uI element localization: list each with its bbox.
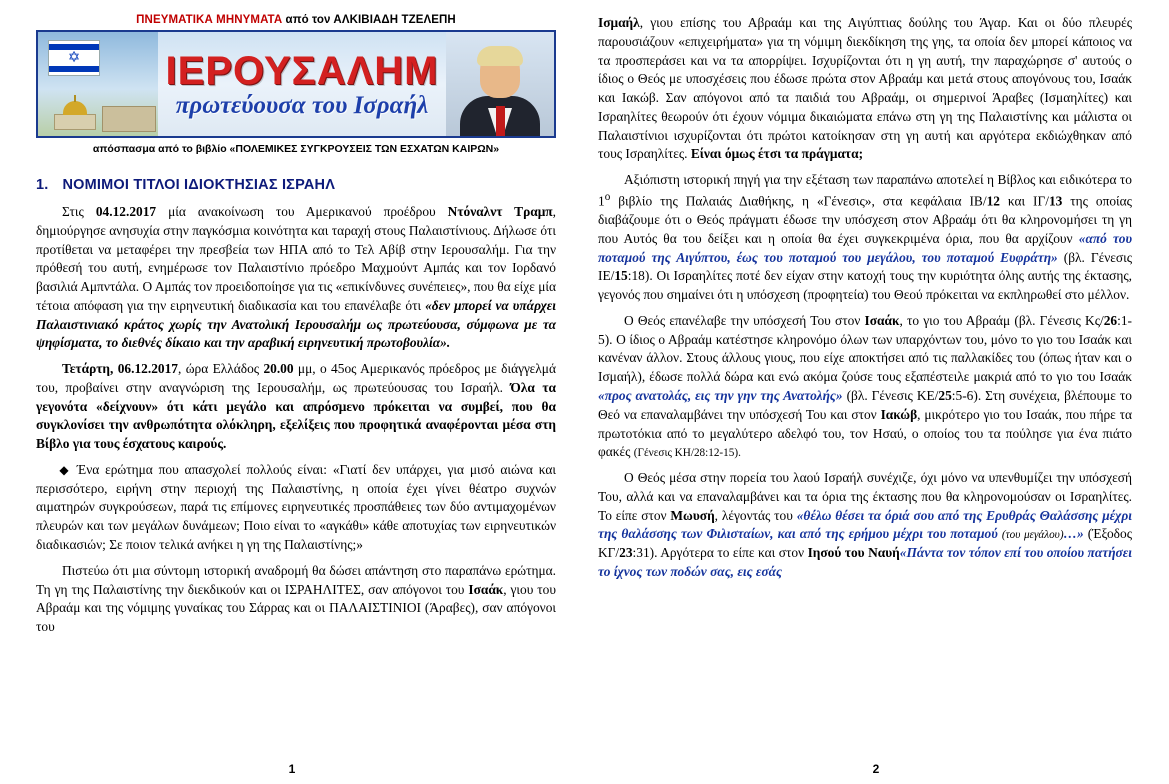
p4-text-c: , γιου του Αβραάμ και της νόμιμης γυναίκας του Σάρρας και οι ΠΑΛΑΙΣΤΙΝΙΟΙ (Άραβες), σαν απόγονοι του [36,581,556,635]
page-number-left: 1 [288,762,296,776]
p8-quote-small: (του μεγάλου) [1001,529,1064,542]
israel-flag-icon: ✡ [48,40,100,76]
section-heading [36,177,556,193]
p8-name-joshua: Ιησού του Ναυή [807,545,900,561]
section-number: 1. [36,177,49,193]
masthead-banner [36,30,556,138]
banner-photo-portrait [446,32,554,136]
p6-text-a: Αξιόπιστη ιστορική πηγή για την εξέταση των παραπάνω αποτελεί η Βίβλος και ειδικότερα το 1 [598,172,1132,209]
p1-date: 04.12.2017 [95,204,157,219]
paragraph-1 [36,203,556,353]
paragraph-5 [598,14,1132,164]
p8-text-a: Ο Θεός μέσα στην πορεία του λαού Ισραήλ συνέχιζε, όχι μόνο να υπενθυμίζει την υπόσχεσή Του, αλλά και να επαναλαμβάνει και τα όρια της έκτασης που θα κληρονομούσαν οι Ισραηλίτες. Το είπε στον [598,470,1132,523]
section-title-text: ΝΟΜΙΜΟΙ ΤΙΤΛΟΙ ΙΔΙΟΚΤΗΣΙΑΣ ΙΣΡΑΗΛ [62,177,336,193]
p8-name-moses: Μωυσή [670,507,715,523]
p7-text-a: Ο Θεός επανέλαβε την υπόσχεσή Του στον [624,312,865,328]
p8-text-c: , λέγοντάς του [714,507,797,523]
p5-bold: Είναι όμως έτσι τα πράγματα; [690,146,864,162]
p5-text-b: , γιου επίσης του Αβραάμ και της Αιγύπτιας δούλης του Άγαρ. Και οι δύο πλευρές παρουσιάζουν «επιχειρήματα» για τη νόμιμη διεκδίκηση της γης, τα οποία δεν μπορεί κάποιος να τα προσπεράσει και να τα απορρίψει. Ισχυρίζονται ότι η γη αυτή, την παραχώρησε σ' αυτούς ο ίδιος ο Θεός με υποσχέσεις που έδωσε πρώτα στον Αβραάμ και μετά στους απογόνους του, Ισαάκ και Ιακώβ. Σαν απόγονοι από τα παιδιά του Αβραάμ, οι σημερινοί Άραβες (Ισμαηλίτες) και Ισραηλίτες θεωρούν ότι έχουν νόμιμα δικαιώματα επάνω στη γη της Παλαιστίνης και μάλιστα οι Παλαιστίνιοι ισχυρίζονται ότι πρώτοι κατοίκησαν στη γη αυτή και αργότερα εκδιώχθηκαν από τους Ισραηλίτες. [598,15,1132,162]
p4-text-a: Πιστεύω ότι μια σύντομη ιστορική αναδρομή θα δώσει απάντηση στο παραπάνω ερώτημα. Τη γη της Παλαιστίνης την διεκδικούν και οι ΙΣΡΑΗΛΙΤΕΣ, σαν απόγονοι του [36,562,556,597]
banner-title-area [158,32,446,136]
p1-text-a: Στις [62,204,96,219]
paragraph-8 [598,469,1132,582]
p7-text-c: , το γιο του Αβραάμ (βλ. Γένεσις Κς/ [899,312,1104,328]
p7-quote: «προς ανατολάς, εις την γην της Ανατολής» [598,388,843,404]
p7-num-26: 26 [1103,312,1118,328]
p7-text-h: , μικρότερο γιο του Ισαάκ, που πήρε τα πρωτοτόκια από το μεγαλύτερο αδελφό του, τον Ησαύ, ο οποίος του τα πούλησε για ένα πιάτο φακές [598,406,1132,460]
paragraph-2 [36,360,556,454]
p2-date: 06.12.2017 [117,361,178,377]
p8-quote3: «Πάντα τον τόπον επί του οποίου πατήσει το ίχνος των ποδών σας, εις εσάς [598,545,1132,579]
p2-text-c: μμ, ο 45ος Αμερικανός πρόεδρος με διάγγελμά του, προβαίνει στην αναγνώριση της Ιερουσαλήμ, ως πρωτεύουσας του Ισραήλ. [36,361,556,395]
banner-title: ΙΕΡΟΥΣΑΛΗΜ [165,48,439,93]
p6-text-f: :18). Οι Ισραηλίτες ποτέ δεν είχαν στην κατοχή τους την κυριότητα όλης αυτής της έκτασης, γεγονός που σημαίνει ότι η υπόσχεση (προφητεία) του Θεού πρόκειται να εκπληρωθεί στο μέλλον. [598,268,1132,303]
p7-text-e: (βλ. Γένεσις ΚΕ/ [842,388,939,404]
p1-text-b: μία ανακοίνωση του Αμερικανού προέδρου [156,204,448,219]
p7-name-jacob: Ιακώβ [880,406,918,422]
p7-num-25: 25 [938,388,952,404]
president-portrait-icon [454,38,546,136]
p7-name-isaac: Ισαάκ [864,312,900,328]
p8-quote: «θέλω θέσει τα όριά σου από της Ερυθράς Θαλάσσης μέχρι της θαλάσσης των Φιλισταίων, και από της ερήμου μέχρι του ποταμού [598,507,1132,542]
p2-text-a: Τετάρτη, [62,361,118,377]
p1-text-c: , δημιούργησε ανησυχία στην παγκόσμια κοινότητα και ταραχή στους Παλαιστίνιους. Δήλωσε ότι προτίθεται να μεταφέρει την πρεσβεία των ΗΠΑ από το Τελ Αβίβ στην Ιερουσαλήμ. Για την πρόθεσή του αυτή, ενημέρωσε τον Παλαιστίνιο πρόεδρο Μαχμούντ Αμπάς και τον Ιορδανό βασιλιά Αμπντάλα. Ο Αμπάς τον προειδοποίησε για τις «επικίνδυνες συνέπειες», που θα είχε μία τέτοια απόφαση για την ειρηνευτική διαδικασία και του επανέλαβε ότι [36,204,556,313]
p6-text-d: της οποίας διαβάζουμε ότι ο Θεός πράγματι έδωσε την υπόσχεση στον Αβραάμ ότι θα κληρονομήσει τη γη που Αυτός θα του δείξει και η οποία θα έχει συγκεκριμένα όρια, που θα αρχίζουν [598,193,1132,246]
p6-quote: «από του ποταμού της Αιγύπτου, έως του ποταμού του μεγάλου, του ποταμού Ευφράτη» [598,230,1133,265]
p6-num-15: 15 [614,268,628,284]
p6-num-12: 12 [986,193,1000,209]
masthead-kicker-black: από τον ΑΛΚΙΒΙΑΔΗ ΤΖΕΛΕΠΗ [285,14,456,26]
p7-reference: (Γένεσις ΚΗ/28:12-15). [633,447,741,460]
p8-quote-end: …» [1063,526,1084,542]
p2-bold: Όλα τα γεγονότα «δείχνουν» ότι κάτι μεγάλο και απρόσμενο πρόκειται να συμβεί, που θα συγκλονίσει την ανθρωπότητα ολόκληρη, εξελίξεις που προφητικά αναφέρονται μέσα στη Βίβλο για τους έσχατους καιρούς. [36,379,556,452]
western-wall-icon [102,106,156,132]
banner-subtitle: πρωτεύουσα του Ισραήλ [175,91,429,119]
banner-caption: απόσπασμα από το βιβλίο «ΠΟΛΕΜΙΚΕΣ ΣΥΓΚΡΟΥΣΕΙΣ ΤΩΝ ΕΣΧΑΤΩΝ ΚΑΙΡΩΝ» [92,143,500,155]
p8-num-23: 23 [619,545,633,561]
left-column [0,0,584,784]
banner-photo-jerusalem [38,32,158,136]
paragraph-6 [598,171,1132,305]
p6-text-e: (βλ. Γένεσις ΙΕ/ [598,249,1132,284]
p8-text-e: :31). Αργότερα το είπε και στον [632,545,808,561]
p4-name-isaac: Ισαάκ [468,581,504,597]
p7-text-d: :1-5). Ο ίδιος ο Αβραάμ κατέστησε κληρονόμο όλων των υπαρχόντων του, μόνο το γιο του Ισαάκ και κανέναν άλλον. Στους άλλους γιους, που είχε αποκτήσει από τις παλλακίδες του (όπως ήταν και ο Ισμαήλ), έδωσε πολλά δώρα και ενώ ακόμα ζούσε τους εξαπέστειλε μακριά από το γιο του Ισαάκ [598,312,1132,385]
masthead-kicker [36,14,556,26]
right-column [584,0,1168,784]
p1-quote: «δεν μπορεί να υπάρχει Παλαιστινιακό κράτος χωρίς την Ανατολική Ιερουσαλήμ ως πρωτεύουσα, σύμφωνα με τα ψηφίσματα, το διεθνές δίκαιο και την αραβική ειρηνευτική πρωτοβουλία». [36,297,556,351]
p5-name-ishmael: Ισμαήλ [598,15,640,30]
page-number-right: 2 [872,762,880,776]
p6-text-c: και ΙΓ/ [999,193,1049,209]
p1-name: Ντόναλντ Τραμπ [447,204,553,219]
p2-text-b: , ώρα Ελλάδος [178,361,264,377]
p8-text-d: (Έξοδος ΚΓ/ [598,526,1132,561]
p3-text: Ένα ερώτημα που απασχολεί πολλούς είναι: «Γιατί δεν υπάρχει, για μισό αιώνα και περισσότερο, ειρήνη στην περιοχή της Παλαιστίνης, η οποία έχει γίνει θέατρο συχνών αιματηρών συγκρούσεων, παρά τις επίμονες ειρηνευτικές προσπάθειες των δύο αντιμαχομένων πλευρών και των μεγάλων δυνάμεων; Ποιο είναι το «αγκάθι» κάθε αποτυχίας των ειρηνευτικών διαδικασιών; Σε ποιον τελικά ανήκει η γη της Παλαιστίνης;» [36,461,556,553]
p6-text-b: βιβλίο της Παλαιάς Διαθήκης, η «Γένεσις», στα κεφάλαια ΙΒ/ [610,193,987,209]
paragraph-3 [36,461,556,555]
p6-num-13: 13 [1048,193,1063,209]
masthead-kicker-red: ΠΝΕΥΜΑΤΙΚΑ ΜΗΝΥΜΑΤΑ [136,14,283,26]
paragraph-7 [598,312,1132,462]
p2-time: 20.00 [263,361,294,377]
p7-text-f: :5-6). Στη συνέχεια, βλέπουμε το Θεό να επαναλαμβάνει την υπόσχεσή Του και στον [598,388,1132,422]
p6-sup: ο [604,190,611,203]
dome-of-the-rock-icon [54,96,96,130]
bullet-diamond-icon: ◆ [59,462,72,477]
paragraph-4 [36,562,556,637]
